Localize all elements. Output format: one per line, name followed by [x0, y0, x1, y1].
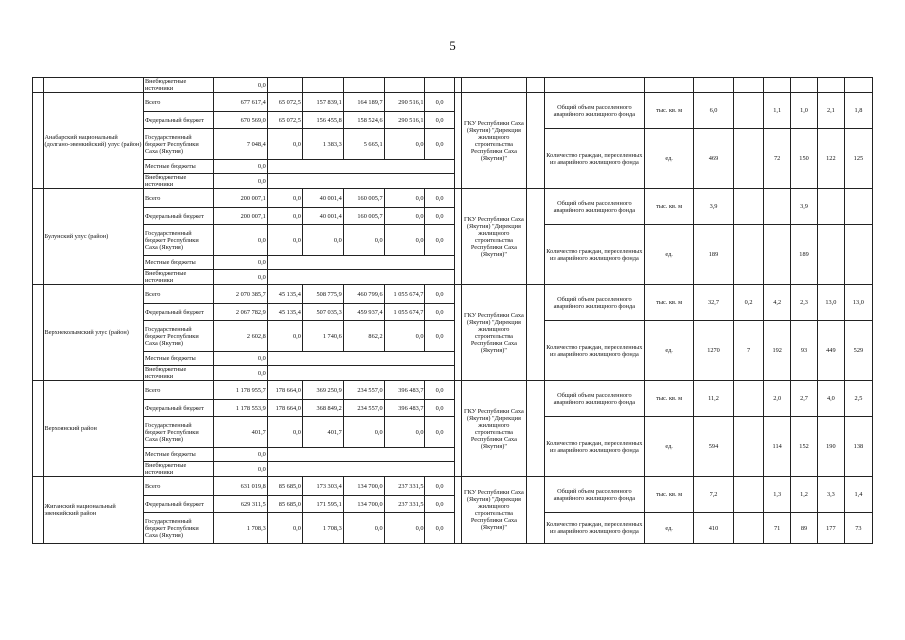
amount-year: 396 483,7 [384, 381, 425, 400]
indicator-year-value: 0,2 [733, 285, 763, 321]
indicator-year-value: 122 [817, 129, 844, 189]
indicator-year-value: 529 [844, 321, 872, 381]
indicator-year-value: 125 [844, 129, 872, 189]
indicator-year-value: 2,7 [791, 381, 818, 417]
indicator-year-value: 73 [844, 513, 872, 544]
amount-year: 401,7 [302, 417, 343, 448]
amount-total: 0,0 [214, 366, 268, 381]
amount-year: 0,0 [425, 417, 454, 448]
amount-year: 0,0 [425, 381, 454, 400]
indicator-total: 594 [694, 417, 734, 477]
unit-label: тыс. кв. м [645, 285, 694, 321]
amount-year: 459 937,4 [343, 304, 384, 321]
amount-total: 0,0 [214, 270, 268, 285]
indicator-year-value [733, 93, 763, 129]
amount-year: 0,0 [425, 129, 454, 160]
amount-year: 178 664,0 [267, 400, 302, 417]
indicator-year-value: 114 [764, 417, 791, 477]
amount-year: 369 250,9 [302, 381, 343, 400]
amount-year: 0,0 [425, 285, 454, 304]
amount-total: 670 569,0 [214, 112, 268, 129]
indicator-people: Количество граждан, переселенных из аварийного жилищного фонда [544, 321, 644, 381]
table-cell [454, 78, 461, 93]
indicator-year-value [844, 189, 872, 225]
indicator-year-value: 71 [764, 513, 791, 544]
funding-source-label: Федеральный бюджет [143, 304, 213, 321]
unit-label: ед. [645, 321, 694, 381]
table-row [33, 417, 873, 448]
funding-source-label: Местные бюджеты [143, 256, 213, 270]
amount-year: 507 035,3 [302, 304, 343, 321]
amount-total: 1 178 955,7 [214, 381, 268, 400]
amount-total: 1 178 553,9 [214, 400, 268, 417]
amount-total: 677 617,4 [214, 93, 268, 112]
amount-year: 134 700,0 [343, 477, 384, 496]
indicator-total: 11,2 [694, 381, 734, 417]
table-cell [267, 174, 454, 189]
funding-source-label: Местные бюджеты [143, 160, 213, 174]
indicator-year-value [733, 129, 763, 189]
amount-year: 0,0 [425, 513, 454, 544]
funding-source-label: Внебюджетные источники [143, 366, 213, 381]
amount-total: 401,7 [214, 417, 268, 448]
funding-source-label: Государственный бюджет Республики Саха (Якутия) [143, 513, 213, 544]
amount-year: 1 055 674,7 [384, 304, 425, 321]
indicator-year-value: 1,8 [844, 93, 872, 129]
indicator-year-value [844, 225, 872, 285]
amount-year: 156 455,8 [302, 112, 343, 129]
indicator-year-value [764, 225, 791, 285]
table-cell [527, 381, 545, 477]
amount-year: 65 072,5 [267, 112, 302, 129]
amount-year: 290 516,1 [384, 112, 425, 129]
table-cell [384, 78, 425, 93]
amount-year: 0,0 [267, 208, 302, 225]
amount-year: 0,0 [267, 225, 302, 256]
indicator-year-value: 2,5 [844, 381, 872, 417]
table-row [33, 381, 873, 400]
amount-year: 0,0 [267, 321, 302, 352]
table-row [33, 477, 873, 496]
amount-year: 0,0 [343, 225, 384, 256]
indicator-people: Количество граждан, переселенных из аварийного жилищного фонда [544, 129, 644, 189]
amount-total: 0,0 [214, 160, 268, 174]
table-cell [733, 78, 763, 93]
amount-total: 2 602,8 [214, 321, 268, 352]
amount-year: 0,0 [384, 513, 425, 544]
amount-year: 0,0 [425, 321, 454, 352]
indicator-year-value: 1,2 [791, 477, 818, 513]
executor-name: ГКУ Республики Саха (Якутия) "Дирекция жилищного строительства Республики Саха (Якутия)" [461, 381, 526, 477]
unit-label: тыс. кв. м [645, 381, 694, 417]
table-cell [527, 477, 545, 544]
amount-year: 0,0 [425, 400, 454, 417]
executor-name: ГКУ Республики Саха (Якутия) "Дирекция жилищного строительства Республики Саха (Якутия)" [461, 93, 526, 189]
table-cell [817, 78, 844, 93]
indicator-year-value: 177 [817, 513, 844, 544]
table-row [33, 285, 873, 304]
indicator-total: 7,2 [694, 477, 734, 513]
table-cell [302, 78, 343, 93]
indicator-year-value: 150 [791, 129, 818, 189]
indicator-year-value: 72 [764, 129, 791, 189]
funding-source-label: Всего [143, 285, 213, 304]
unit-label: ед. [645, 513, 694, 544]
indicator-year-value: 4,2 [764, 285, 791, 321]
unit-label: тыс. кв. м [645, 189, 694, 225]
amount-year: 171 595,1 [302, 496, 343, 513]
executor-name: ГКУ Республики Саха (Якутия) "Дирекция жилищного строительства Республики Саха (Якутия)" [461, 285, 526, 381]
table-cell [461, 78, 526, 93]
unit-label: тыс. кв. м [645, 93, 694, 129]
amount-year: 0,0 [343, 417, 384, 448]
unit-label: ед. [645, 417, 694, 477]
amount-total: 200 007,1 [214, 189, 268, 208]
amount-year: 0,0 [302, 225, 343, 256]
amount-year: 1 383,3 [302, 129, 343, 160]
amount-year: 160 005,7 [343, 208, 384, 225]
district-name: Жиганский национальный эвенкийский район [43, 477, 143, 544]
amount-total: 2 067 782,9 [214, 304, 268, 321]
indicator-total: 469 [694, 129, 734, 189]
table-cell [343, 78, 384, 93]
table-cell [267, 160, 454, 174]
amount-year: 160 005,7 [343, 189, 384, 208]
indicator-year-value [817, 189, 844, 225]
indicator-total: 3,9 [694, 189, 734, 225]
amount-year: 0,0 [267, 513, 302, 544]
table-cell [267, 78, 302, 93]
funding-source-label: Государственный бюджет Республики Саха (Якутия) [143, 417, 213, 448]
amount-year: 164 189,7 [343, 93, 384, 112]
indicator-year-value [733, 513, 763, 544]
amount-year: 0,0 [425, 93, 454, 112]
indicator-area: Общий объем расселенного аварийного жилищного фонда [544, 477, 644, 513]
amount-year: 0,0 [267, 129, 302, 160]
funding-source-label: Внебюджетные источники [143, 462, 213, 477]
amount-year: 0,0 [425, 304, 454, 321]
amount-total: 629 311,5 [214, 496, 268, 513]
funding-source-label: Федеральный бюджет [143, 208, 213, 225]
indicator-area: Общий объем расселенного аварийного жилищного фонда [544, 381, 644, 417]
indicator-year-value: 2,3 [791, 285, 818, 321]
amount-total: 1 708,3 [214, 513, 268, 544]
amount-year: 237 331,5 [384, 477, 425, 496]
table-cell [844, 78, 872, 93]
indicator-area: Общий объем расселенного аварийного жилищного фонда [544, 93, 644, 129]
district-name: Анабарский национальный (долгано-эвенкийский) улус (район) [43, 93, 143, 189]
indicator-year-value: 13,0 [844, 285, 872, 321]
amount-year: 0,0 [267, 417, 302, 448]
table-cell [267, 448, 454, 462]
indicator-year-value: 7 [733, 321, 763, 381]
amount-year: 5 665,1 [343, 129, 384, 160]
indicator-year-value [733, 417, 763, 477]
indicator-people: Количество граждан, переселенных из аварийного жилищного фонда [544, 417, 644, 477]
indicator-year-value: 3,9 [791, 189, 818, 225]
amount-year: 508 775,9 [302, 285, 343, 304]
indicator-year-value: 1,4 [844, 477, 872, 513]
amount-year: 0,0 [384, 208, 425, 225]
page-number: 5 [449, 38, 456, 53]
amount-year: 460 799,6 [343, 285, 384, 304]
amount-total: 2 070 385,7 [214, 285, 268, 304]
indicator-year-value: 1,3 [764, 477, 791, 513]
amount-year: 0,0 [384, 321, 425, 352]
amount-total: 0,0 [214, 174, 268, 189]
indicator-total: 1270 [694, 321, 734, 381]
funding-source-label: Государственный бюджет Республики Саха (Якутия) [143, 225, 213, 256]
amount-year: 237 331,5 [384, 496, 425, 513]
table-row [33, 93, 873, 112]
funding-source-label: Всего [143, 93, 213, 112]
indicator-year-value: 13,0 [817, 285, 844, 321]
table-cell [267, 256, 454, 270]
funding-source-label: Внебюджетные источники [143, 174, 213, 189]
amount-year: 0,0 [425, 208, 454, 225]
table-cell [33, 93, 44, 189]
amount-total: 200 007,1 [214, 208, 268, 225]
indicator-year-value: 192 [764, 321, 791, 381]
amount-year: 290 516,1 [384, 93, 425, 112]
amount-total: 631 019,8 [214, 477, 268, 496]
indicator-year-value [817, 225, 844, 285]
amount-year: 45 135,4 [267, 285, 302, 304]
indicator-year-value: 1,1 [764, 93, 791, 129]
funding-source-label: Внебюджетные источники [143, 270, 213, 285]
amount-year: 65 072,5 [267, 93, 302, 112]
amount-year: 158 524,6 [343, 112, 384, 129]
indicator-total: 410 [694, 513, 734, 544]
table-row [33, 321, 873, 352]
amount-year: 85 685,0 [267, 477, 302, 496]
unit-label: ед. [645, 129, 694, 189]
amount-year: 0,0 [384, 189, 425, 208]
indicator-area: Общий объем расселенного аварийного жилищного фонда [544, 189, 644, 225]
indicator-year-value: 3,3 [817, 477, 844, 513]
amount-year: 0,0 [425, 496, 454, 513]
table-cell [527, 78, 545, 93]
table-cell [33, 285, 44, 381]
indicator-year-value: 190 [817, 417, 844, 477]
table-cell [527, 93, 545, 189]
district-name: Верхоянский район [43, 381, 143, 477]
table-cell [764, 78, 791, 93]
funding-source-label: Федеральный бюджет [143, 496, 213, 513]
funding-source-label: Местные бюджеты [143, 352, 213, 366]
indicator-total: 32,7 [694, 285, 734, 321]
table-cell [267, 352, 454, 366]
table-cell [267, 462, 454, 477]
indicator-year-value: 93 [791, 321, 818, 381]
table-cell [267, 270, 454, 285]
amount-year: 173 303,4 [302, 477, 343, 496]
indicator-year-value: 189 [791, 225, 818, 285]
amount-year: 0,0 [425, 477, 454, 496]
amount-year: 0,0 [425, 225, 454, 256]
table-cell [791, 78, 818, 93]
amount-year: 0,0 [425, 112, 454, 129]
amount-year: 40 001,4 [302, 189, 343, 208]
indicator-total: 189 [694, 225, 734, 285]
amount-year: 134 700,0 [343, 496, 384, 513]
table-cell [527, 285, 545, 381]
amount-year: 396 483,7 [384, 400, 425, 417]
indicator-year-value: 1,0 [791, 93, 818, 129]
table-cell [527, 189, 545, 285]
table-cell [425, 78, 454, 93]
funding-source-label: Федеральный бюджет [143, 112, 213, 129]
amount-year: 157 839,1 [302, 93, 343, 112]
amount-total: 0,0 [214, 78, 268, 93]
table-cell [544, 78, 644, 93]
amount-year: 0,0 [384, 417, 425, 448]
amount-year: 1 055 674,7 [384, 285, 425, 304]
indicator-year-value: 2,1 [817, 93, 844, 129]
amount-year: 0,0 [384, 225, 425, 256]
table-cell [694, 78, 734, 93]
indicator-year-value: 2,0 [764, 381, 791, 417]
funding-source-label: Всего [143, 477, 213, 496]
executor-name: ГКУ Республики Саха (Якутия) "Дирекция жилищного строительства Республики Саха (Якутия)" [461, 477, 526, 544]
funding-source-label: Местные бюджеты [143, 448, 213, 462]
amount-year: 85 685,0 [267, 496, 302, 513]
amount-year: 0,0 [384, 129, 425, 160]
amount-year: 0,0 [425, 189, 454, 208]
table-cell [454, 189, 461, 285]
indicator-people: Количество граждан, переселенных из аварийного жилищного фонда [544, 225, 644, 285]
indicator-year-value: 138 [844, 417, 872, 477]
indicator-area: Общий объем расселенного аварийного жилищного фонда [544, 285, 644, 321]
indicator-year-value [764, 189, 791, 225]
amount-year: 1 708,3 [302, 513, 343, 544]
amount-year: 234 557,0 [343, 381, 384, 400]
amount-year: 0,0 [343, 513, 384, 544]
amount-total: 0,0 [214, 352, 268, 366]
table-cell [454, 477, 461, 544]
amount-year: 0,0 [267, 189, 302, 208]
district-name: Верхнеколымский улус (район) [43, 285, 143, 381]
table-row [33, 513, 873, 544]
amount-total: 0,0 [214, 448, 268, 462]
amount-year: 862,2 [343, 321, 384, 352]
amount-total: 7 048,4 [214, 129, 268, 160]
table-cell [454, 381, 461, 477]
table-row [33, 189, 873, 208]
table-cell [645, 78, 694, 93]
indicator-total: 6,0 [694, 93, 734, 129]
amount-year: 40 001,4 [302, 208, 343, 225]
table-cell [33, 381, 44, 477]
amount-year: 234 557,0 [343, 400, 384, 417]
table-cell [454, 93, 461, 189]
amount-year: 1 740,6 [302, 321, 343, 352]
amount-year: 45 135,4 [267, 304, 302, 321]
table-cell [33, 477, 44, 544]
funding-source-label: Государственный бюджет Республики Саха (Якутия) [143, 129, 213, 160]
table-cell [267, 366, 454, 381]
unit-label: тыс. кв. м [645, 477, 694, 513]
amount-total: 0,0 [214, 462, 268, 477]
indicator-year-value: 89 [791, 513, 818, 544]
executor-name: ГКУ Республики Саха (Якутия) "Дирекция жилищного строительства Республики Саха (Якутия)" [461, 189, 526, 285]
funding-source-label: Всего [143, 381, 213, 400]
indicator-year-value [733, 477, 763, 513]
indicator-year-value [733, 225, 763, 285]
funding-source-label: Внебюджетные источники [143, 78, 213, 93]
amount-year: 368 849,2 [302, 400, 343, 417]
indicator-year-value: 449 [817, 321, 844, 381]
funding-source-label: Федеральный бюджет [143, 400, 213, 417]
amount-total: 0,0 [214, 256, 268, 270]
amount-year: 178 664,0 [267, 381, 302, 400]
table-cell [33, 189, 44, 285]
indicator-year-value [733, 381, 763, 417]
indicator-year-value [733, 189, 763, 225]
district-name: Булунский улус (район) [43, 189, 143, 285]
table-cell [43, 78, 143, 93]
indicator-year-value: 152 [791, 417, 818, 477]
resettlement-table [32, 77, 873, 544]
table-row [33, 129, 873, 160]
unit-label: ед. [645, 225, 694, 285]
table-row [33, 225, 873, 256]
indicator-people: Количество граждан, переселенных из аварийного жилищного фонда [544, 513, 644, 544]
amount-total: 0,0 [214, 225, 268, 256]
table-cell [454, 285, 461, 381]
funding-source-label: Всего [143, 189, 213, 208]
table-cell [33, 78, 44, 93]
indicator-year-value: 4,0 [817, 381, 844, 417]
funding-source-label: Государственный бюджет Республики Саха (Якутия) [143, 321, 213, 352]
